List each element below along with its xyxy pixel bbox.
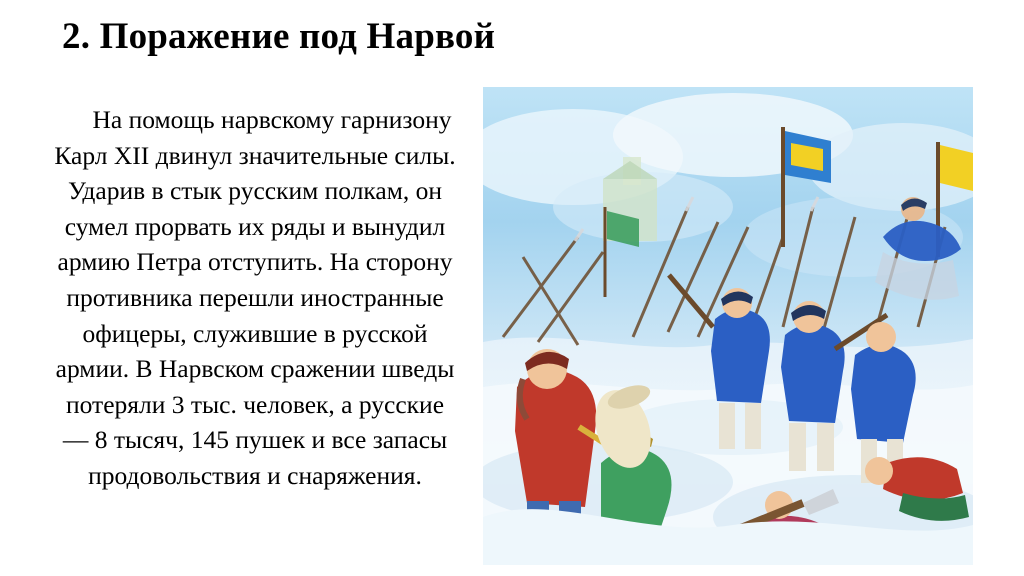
body-paragraph: На помощь нарвскому гарнизону Карл XII двинул значительные силы. Ударив в стык русским полкам, он сумел прорвать их ряды и вынудил армию Петра отступить. На сторону противника перешли иностранные офицеры, служившие в русской армии. В Нарвском сражении шведы потеряли 3 тыс. человек, а русские — 8 тысяч, 145 пушек и все запасы продовольствия и снаряжения. bbox=[54, 105, 456, 490]
battle-of-narva-painting bbox=[483, 87, 973, 565]
page-title: 2. Поражение под Нарвой bbox=[62, 16, 496, 57]
painting-canvas bbox=[483, 87, 973, 565]
